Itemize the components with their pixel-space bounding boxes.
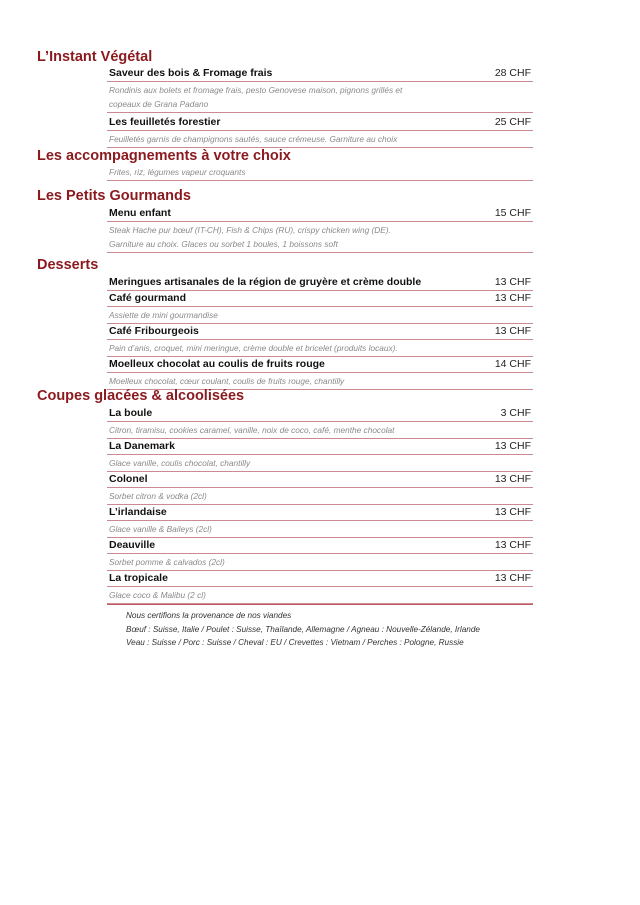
section-items-desserts bbox=[107, 275, 533, 390]
menu-item bbox=[107, 571, 533, 604]
item-price: 13 CHF bbox=[494, 473, 531, 485]
menu-item bbox=[107, 324, 533, 357]
item-description: Glace coco & Malibu (2 cl) bbox=[107, 587, 533, 604]
section-title-coupes-glacees: Coupes glacées & alcoolisées bbox=[37, 388, 245, 404]
section-items-coupes-glacees bbox=[107, 406, 533, 604]
item-price: 13 CHF bbox=[494, 506, 531, 518]
menu-item bbox=[107, 66, 533, 113]
item-description: Pain d’anis, croquet, mini meringue, crème double et bricelet (produits locaux). bbox=[107, 340, 533, 357]
item-description: Glace vanille, coulis chocolat, chantilly bbox=[107, 455, 533, 472]
item-name: Colonel bbox=[109, 473, 148, 485]
item-name: Meringues artisanales de la région de gruyère et crème double bbox=[109, 276, 422, 288]
section-items-petits-gourmands bbox=[107, 206, 533, 253]
item-price: 25 CHF bbox=[494, 116, 531, 128]
item-name: La tropicale bbox=[109, 572, 168, 584]
item-description: Moelleux chocolat, cœur coulant, coulis de fruits rouge, chantilly bbox=[107, 373, 533, 390]
item-description: Citron, tiramisu, cookies caramel, vanille, noix de coco, café, menthe chocolat bbox=[107, 422, 533, 439]
menu-item bbox=[107, 115, 533, 148]
item-name: Deauville bbox=[109, 539, 156, 551]
menu-item bbox=[107, 164, 533, 181]
section-items-instant-vegetal bbox=[107, 66, 533, 148]
item-price: 13 CHF bbox=[494, 325, 531, 337]
item-price: 13 CHF bbox=[494, 276, 531, 288]
item-description: Sorbet citron & vodka (2cl) bbox=[107, 488, 533, 505]
item-description: Rondinis aux bolets et fromage frais, pesto Genovese maison, pignons grillés et copeaux de Grana Padano bbox=[107, 82, 533, 113]
meat-origin-footnote bbox=[107, 604, 533, 650]
footnote-line: Veau : Suisse / Porc : Suisse / Cheval : EU / Crevettes : Vietnam / Perches : Pologne, Russie bbox=[126, 638, 464, 647]
item-description: Sorbet pomme & calvados (2cl) bbox=[107, 554, 533, 571]
item-name: Café gourmand bbox=[109, 292, 187, 304]
item-description: Steak Hache pur bœuf (IT-CH), Fish & Chips (RU), crispy chicken wing (DE). Garniture au choix. Glaces ou sorbet 1 boules, 1 boissons soft bbox=[107, 222, 533, 253]
item-description: Glace vanille & Baileys (2cl) bbox=[107, 521, 533, 538]
section-title-petits-gourmands: Les Petits Gourmands bbox=[37, 188, 191, 204]
item-name: La Danemark bbox=[109, 440, 175, 452]
item-price: 14 CHF bbox=[494, 358, 531, 370]
item-name: Moelleux chocolat au coulis de fruits rouge bbox=[109, 358, 325, 370]
item-price: 3 CHF bbox=[500, 407, 531, 419]
item-name: La boule bbox=[109, 407, 153, 419]
item-description: Feuilletés garnis de champignons sautés, sauce crémeuse. Garniture au choix bbox=[107, 131, 533, 148]
item-name: L’irlandaise bbox=[109, 506, 167, 518]
menu-item bbox=[107, 206, 533, 253]
section-title-desserts: Desserts bbox=[37, 257, 99, 273]
section-items-accompagnements bbox=[107, 164, 533, 181]
menu-item bbox=[107, 291, 533, 324]
item-description: Assiette de mini gourmandise bbox=[107, 307, 533, 324]
item-description: Frites, riz, légumes vapeur croquants bbox=[107, 164, 533, 181]
section-title-instant-vegetal: L’Instant Végétal bbox=[37, 49, 153, 65]
menu-item bbox=[107, 538, 533, 571]
menu-item bbox=[107, 505, 533, 538]
menu-item bbox=[107, 472, 533, 505]
item-name: Menu enfant bbox=[109, 207, 171, 219]
menu-item bbox=[107, 275, 533, 291]
footnote-line: Nous certifions la provenance de nos viandes bbox=[126, 611, 292, 620]
item-price: 13 CHF bbox=[494, 572, 531, 584]
item-price: 13 CHF bbox=[494, 440, 531, 452]
menu-item bbox=[107, 406, 533, 439]
section-title-accompagnements: Les accompagnements à votre choix bbox=[37, 148, 291, 164]
menu-item bbox=[107, 439, 533, 472]
item-name: Les feuilletés forestier bbox=[109, 116, 221, 128]
item-price: 13 CHF bbox=[494, 292, 531, 304]
menu-item bbox=[107, 357, 533, 390]
item-price: 13 CHF bbox=[494, 539, 531, 551]
item-name: Saveur des bois & Fromage frais bbox=[109, 67, 273, 79]
item-name: Café Fribourgeois bbox=[109, 325, 199, 337]
item-price: 28 CHF bbox=[494, 67, 531, 79]
footnote-line: Bœuf : Suisse, Italie / Poulet : Suisse, Thaïlande, Allemagne / Agneau : Nouvelle-Zélande, Irlande bbox=[126, 624, 480, 634]
item-price: 15 CHF bbox=[494, 207, 531, 219]
